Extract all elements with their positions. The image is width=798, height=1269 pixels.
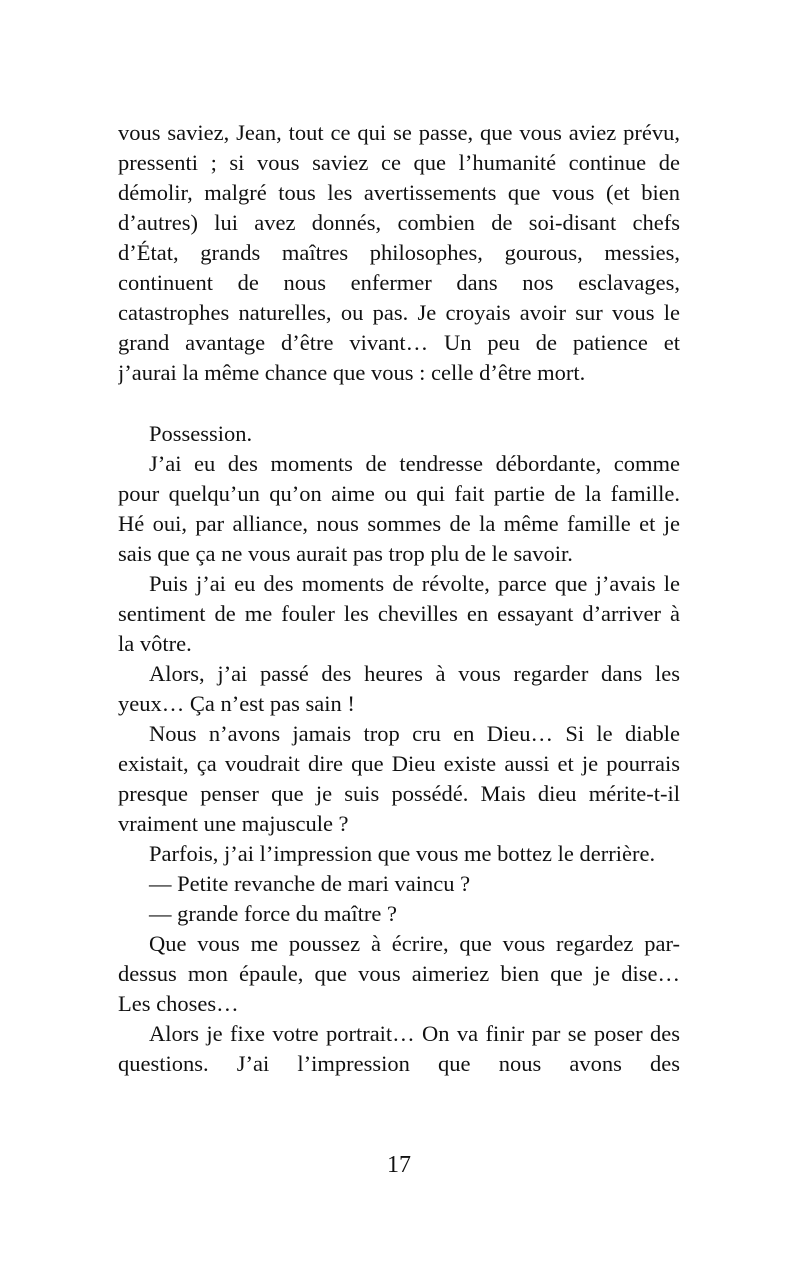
paragraph [118,569,680,659]
section-break [118,388,680,419]
text-line: Alors je fixe votre portrait… On va finir par se poser des [149,1021,680,1046]
text-line: questions. J’ai l’impression que nous avons des [118,1051,680,1076]
text-line: pour quelqu’un qu’on aime ou qui fait partie de la famille. [118,481,680,506]
paragraph [118,719,680,839]
text-line: Alors, j’ai passé des heures à vous regarder dans les [149,661,680,686]
paragraph [118,419,680,449]
text-line: continuent de nous enfermer dans nos esclavages, [118,270,680,295]
page-body [118,118,680,1079]
dialogue-line: — Petite revanche de mari vaincu ? [149,871,471,896]
text-line: vous saviez, Jean, tout ce qui se passe, que vous aviez prévu, [118,120,680,145]
text-line: j’aurai la même chance que vous : celle d’être mort. [118,360,586,385]
paragraph [118,899,680,929]
text-line: pressenti ; si vous saviez ce que l’humanité continue de [118,150,680,175]
text-line: dessus mon épaule, que vous aimeriez bien que je dise… [118,961,680,986]
text-line: sentiment de me fouler les chevilles en essayant d’arriver à [118,601,680,626]
text-line: d’autres) lui avez donnés, combien de soi-disant chefs [118,210,680,235]
text-line: Parfois, j’ai l’impression que vous me bottez le derrière. [149,841,656,866]
text-line: J’ai eu des moments de tendresse débordante, comme [149,451,680,476]
text-line: vraiment une majuscule ? [118,811,349,836]
text-line: démolir, malgré tous les avertissements que vous (et bien [118,180,680,205]
text-line: catastrophes naturelles, ou pas. Je croyais avoir sur vous le [118,300,680,325]
dialogue-line: — grande force du maître ? [149,901,398,926]
page-number: 17 [387,1152,411,1178]
paragraph [118,118,680,388]
text-line: Hé oui, par alliance, nous sommes de la même famille et je [118,511,680,536]
text-line: d’État, grands maîtres philosophes, gourous, messies, [118,240,680,265]
paragraph [118,839,680,869]
text-line: Les choses… [118,991,239,1016]
paragraph [118,449,680,569]
text-line: presque penser que je suis possédé. Mais dieu mérite-t-il [118,781,680,806]
text-line: sais que ça ne vous aurait pas trop plu de le savoir. [118,541,573,566]
paragraph [118,1019,680,1079]
paragraph [118,869,680,899]
text-line: grand avantage d’être vivant… Un peu de patience et [118,330,680,355]
text-line: existait, ça voudrait dire que Dieu existe aussi et je pourrais [118,751,680,776]
text-line: Nous n’avons jamais trop cru en Dieu… Si le diable [149,721,680,746]
text-line: yeux… Ça n’est pas sain ! [118,691,355,716]
text-line: Que vous me poussez à écrire, que vous regardez par- [149,931,680,956]
section-heading: Possession. [149,421,253,446]
paragraph [118,929,680,1019]
text-line: Puis j’ai eu des moments de révolte, parce que j’avais le [149,571,680,596]
text-line: la vôtre. [118,631,192,656]
paragraph [118,659,680,719]
